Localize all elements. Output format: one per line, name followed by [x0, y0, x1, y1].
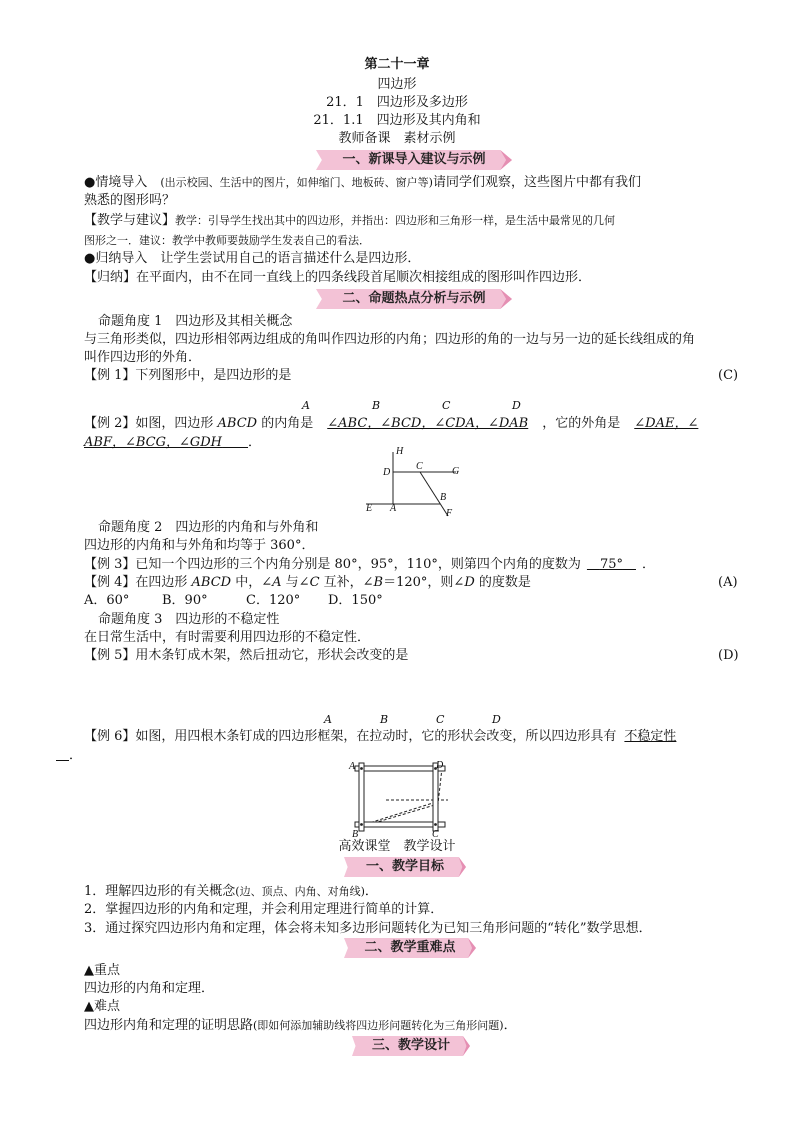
point-label: G — [452, 466, 460, 477]
induction-intro: ●归纳导入 让学生尝试用自己的语言描述什么是四边形． — [84, 251, 421, 266]
example-5: 【例 5】用木条钉成木架，然后扭动它，形状会改变的是 — [84, 648, 409, 663]
key-point-heading: ▲重点 — [84, 963, 120, 978]
section-title: 21．1 四边形及多边形 — [326, 95, 468, 110]
topic-angle-2: 命题角度 2 四边形的内角和与外角和 — [98, 520, 319, 535]
chapter-title: 第二十一章 — [364, 57, 430, 72]
example-6: 【例 6】如图，用四根木条钉成的四边形框架，在拉动时，它的形状会改变，所以四边形具有 不稳定性 — [84, 729, 677, 744]
difficulty-heading: ▲难点 — [84, 999, 120, 1014]
point-label: C — [432, 829, 439, 840]
choice-a: A．60° — [84, 593, 130, 608]
example-3: 【例 3】已知一个四边形的三个内角分别是 80°，95°，110°，则第四个内角的度数为 75° ． — [84, 557, 655, 572]
option-label: D — [512, 399, 521, 412]
goal-3: 3．通过探究四边形内角和定理，体会将未知多边形问题转化为已知三角形问题的“转化”数学思想． — [84, 921, 652, 936]
choice-c: C．120° — [246, 593, 301, 608]
option-label: D — [492, 713, 501, 726]
example-2: 【例 2】如图，四边形 ABCD 的内角是 ∠ABC，∠BCD，∠CDA，∠DAB ，它的外角是 ∠DAE，∠ — [84, 416, 699, 431]
difficulty-text: 四边形内角和定理的证明思路(即如何添加辅助线将四边形问题转化为三角形问题)． — [84, 1018, 517, 1033]
point-label: E — [366, 503, 373, 514]
example-1-answer: (C) — [718, 368, 739, 383]
point-label: C — [416, 461, 423, 472]
point-label: H — [396, 446, 404, 457]
example-2-cont: ABF，∠BCG，∠GDH ． — [84, 435, 262, 450]
caption-efficient-class: 高效课堂 教学设计 — [338, 839, 456, 854]
option-label: C — [436, 713, 445, 726]
point-label: B — [352, 829, 359, 840]
point-label: A — [349, 761, 356, 772]
point-label: B — [440, 492, 447, 503]
summary-definition: 【归纳】在平面内，由不在同一直线上的四条线段首尾顺次相接组成的图形叫作四边形． — [84, 270, 592, 285]
concept-text: 与三角形类似，四边形相邻两边组成的角叫作四边形的内角；四边形的角的一边与另一边的延长线组成的角 — [84, 332, 696, 347]
teaching-advice-2: 图形之一．建议：教学中教师要鼓励学生发表自己的看法． — [84, 234, 370, 247]
intro-paragraph-1b: 熟悉的图形吗？ — [84, 193, 176, 208]
angle-sum-text: 四边形的内角和与外角和均等于 360°． — [84, 538, 315, 553]
option-label: B — [380, 713, 389, 726]
example-6-cont: ． — [69, 748, 83, 763]
choice-d: D．150° — [328, 593, 383, 608]
topic-title: 四边形 — [377, 77, 417, 92]
key-point-text: 四边形的内角和定理． — [84, 981, 215, 996]
topic-angle-1: 命题角度 1 四边形及其相关概念 — [98, 314, 293, 329]
goal-1: 1．理解四边形的有关概念(边、顶点、内角、对角线)． — [84, 884, 378, 899]
goal-2: 2．掌握四边形的内角和定理，并会利用定理进行简单的计算． — [84, 902, 444, 917]
concept-text-2: 叫作四边形的外角． — [84, 350, 202, 365]
option-label: C — [442, 399, 451, 412]
option-label: B — [372, 399, 381, 412]
teaching-advice: 【教学与建议】教学：引导学生找出其中的四边形，并指出：四边形和三角形一样，是生活中最常见的几何 — [84, 213, 616, 228]
intro-paragraph-1: ●情境导入 (出示校园、生活中的图片，如伸缩门、地板砖、窗户等)请同学们观察，这些图片中都有我们 — [84, 175, 641, 190]
example-4: 【例 4】在四边形 ABCD 中，∠A 与∠C 互补，∠B＝120°，则∠D 的度数是 — [84, 575, 531, 590]
example-1: 【例 1】下列图形中，是四边形的是 — [84, 368, 292, 383]
option-label: A — [302, 399, 310, 412]
topic-angle-3: 命题角度 3 四边形的不稳定性 — [98, 612, 280, 627]
point-label: A — [390, 503, 397, 514]
section-banner: 二、命题热点分析与示例 — [316, 289, 512, 309]
section-banner: 三、教学设计 — [352, 1036, 470, 1056]
instability-text: 在日常生活中，有时需要利用四边形的不稳定性． — [84, 630, 371, 645]
point-label: D — [436, 760, 444, 771]
figure-wooden-frame — [348, 760, 456, 834]
example-4-answer: (A) — [718, 575, 738, 590]
section-banner: 一、教学目标 — [344, 857, 466, 877]
caption-teacher: 教师备课 素材示例 — [338, 131, 456, 146]
example-5-answer: (D) — [718, 648, 739, 663]
subsection-title: 21．1.1 四边形及其内角和 — [313, 113, 481, 128]
choice-b: B．90° — [162, 593, 208, 608]
section-banner: 一、新课导入建议与示例 — [316, 150, 512, 170]
figure-quadrilateral-abcd — [360, 448, 470, 520]
point-label: D — [383, 467, 391, 478]
point-label: F — [446, 508, 453, 519]
option-label: A — [324, 713, 332, 726]
section-banner: 二、教学重难点 — [344, 938, 476, 958]
